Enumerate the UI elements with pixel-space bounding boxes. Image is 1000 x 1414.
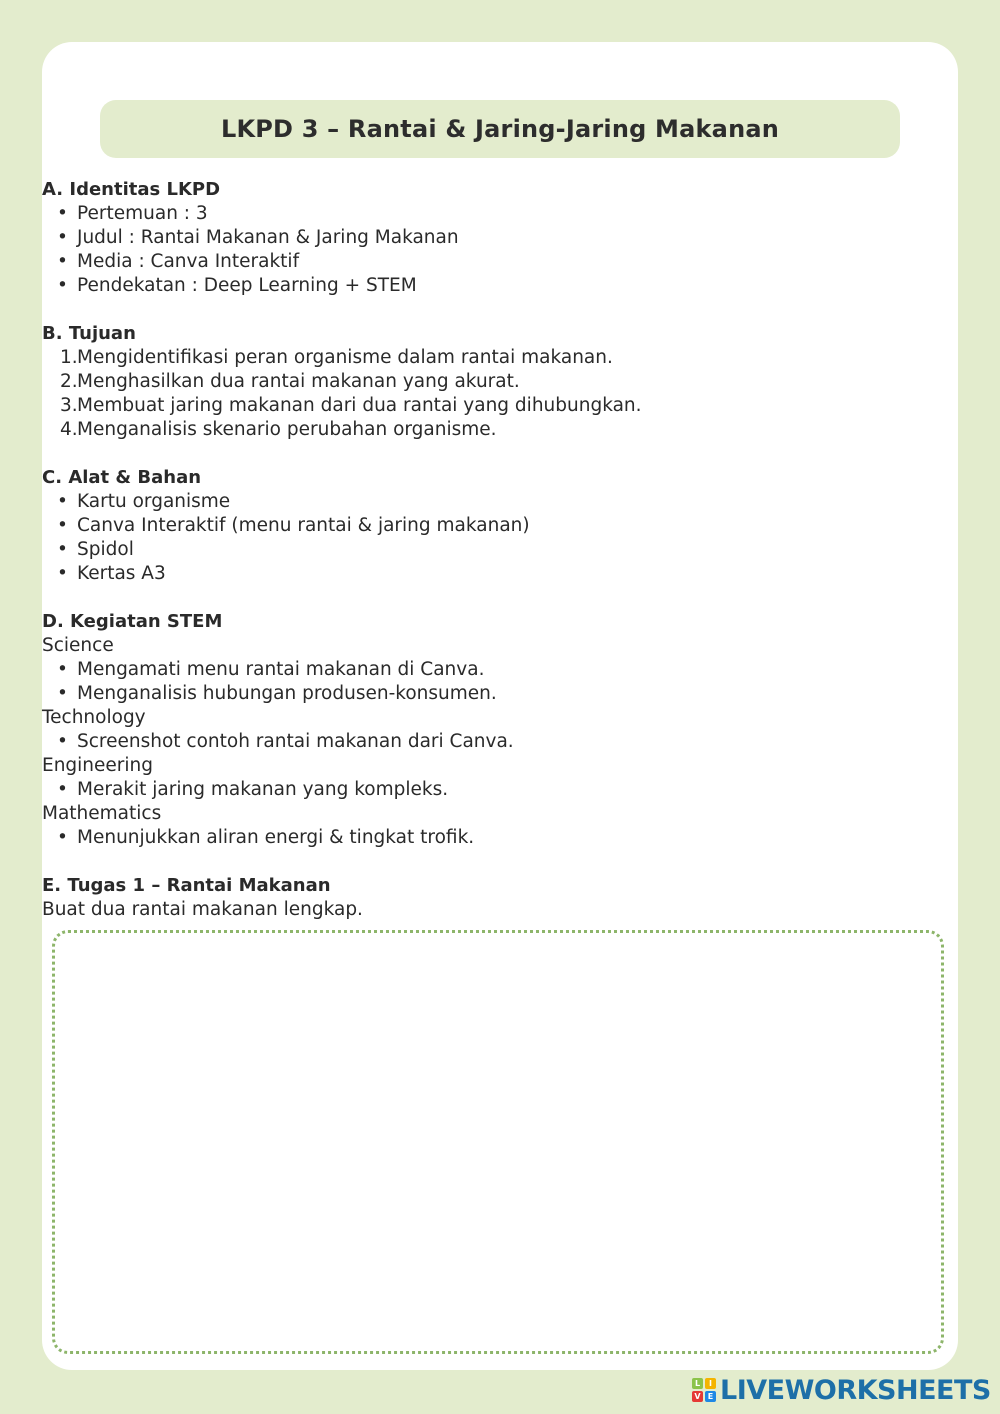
- list-item: • Kertas A3: [77, 562, 922, 586]
- item-number: 2.: [60, 371, 78, 392]
- list-item: • Menganalisis hubungan produsen-konsumen.: [77, 682, 922, 706]
- section-b-heading: B. Tujuan: [42, 323, 136, 344]
- engineering-list: [42, 778, 922, 802]
- list-item: [42, 370, 922, 394]
- list-item: • Pendekatan : Deep Learning + STEM: [77, 274, 922, 298]
- stem-technology-label: Technology: [42, 707, 146, 728]
- page-title: LKPD 3 – Rantai & Jaring-Jaring Makanan: [220, 115, 780, 143]
- title-banner: [100, 100, 900, 158]
- stem-science-label: Science: [42, 635, 114, 656]
- task-instruction: Buat dua rantai makanan lengkap.: [42, 899, 363, 920]
- item-number: 4.: [60, 419, 78, 440]
- list-item: • Spidol: [77, 538, 922, 562]
- section-e-heading: E. Tugas 1 – Rantai Makanan: [42, 875, 331, 896]
- list-item: [42, 418, 922, 442]
- list-item: • Mengamati menu rantai makanan di Canva.: [77, 658, 922, 682]
- list-item: • Kartu organisme: [77, 490, 922, 514]
- item-text: Membuat jaring makanan dari dua rantai yang dihubungkan.: [77, 395, 642, 416]
- list-item: • Media : Canva Interaktif: [77, 250, 922, 274]
- list-item: • Canva Interaktif (menu rantai & jaring makanan): [77, 514, 922, 538]
- logo-text: LIVEWORKSHEETS: [720, 1374, 991, 1406]
- logo-letter: V: [692, 1391, 703, 1402]
- list-item: • Merakit jaring makanan yang kompleks.: [77, 778, 922, 802]
- section-b-list: [42, 346, 922, 442]
- item-number: 1.: [60, 347, 78, 368]
- logo-letter: E: [705, 1391, 716, 1402]
- stem-mathematics-label: Mathematics: [42, 803, 162, 824]
- science-list: [42, 658, 922, 706]
- list-item: • Pertemuan : 3: [77, 202, 922, 226]
- item-text: Menghasilkan dua rantai makanan yang akurat.: [77, 371, 520, 392]
- list-item: [42, 394, 922, 418]
- section-a-heading: A. Identitas LKPD: [42, 179, 221, 200]
- section-d-heading: D. Kegiatan STEM: [42, 611, 223, 632]
- item-text: Mengidentifikasi peran organisme dalam rantai makanan.: [77, 347, 613, 368]
- stem-engineering-label: Engineering: [42, 755, 153, 776]
- section-c-list: [42, 490, 922, 586]
- worksheet-content: [42, 178, 922, 922]
- liveworksheets-logo: [692, 1372, 991, 1408]
- liveworksheets-logo-icon: [692, 1378, 716, 1402]
- list-item: • Judul : Rantai Makanan & Jaring Makanan: [77, 226, 922, 250]
- logo-letter: I: [705, 1378, 716, 1389]
- answer-textbox[interactable]: [52, 930, 944, 1354]
- section-c-heading: C. Alat & Bahan: [42, 467, 202, 488]
- list-item: [42, 346, 922, 370]
- mathematics-list: [42, 826, 922, 850]
- section-a-list: [42, 202, 922, 298]
- technology-list: [42, 730, 922, 754]
- logo-letter: L: [692, 1378, 703, 1389]
- item-text: Menganalisis skenario perubahan organisme.: [77, 419, 497, 440]
- item-number: 3.: [60, 395, 78, 416]
- list-item: • Menunjukkan aliran energi & tingkat trofik.: [77, 826, 922, 850]
- list-item: • Screenshot contoh rantai makanan dari Canva.: [77, 730, 922, 754]
